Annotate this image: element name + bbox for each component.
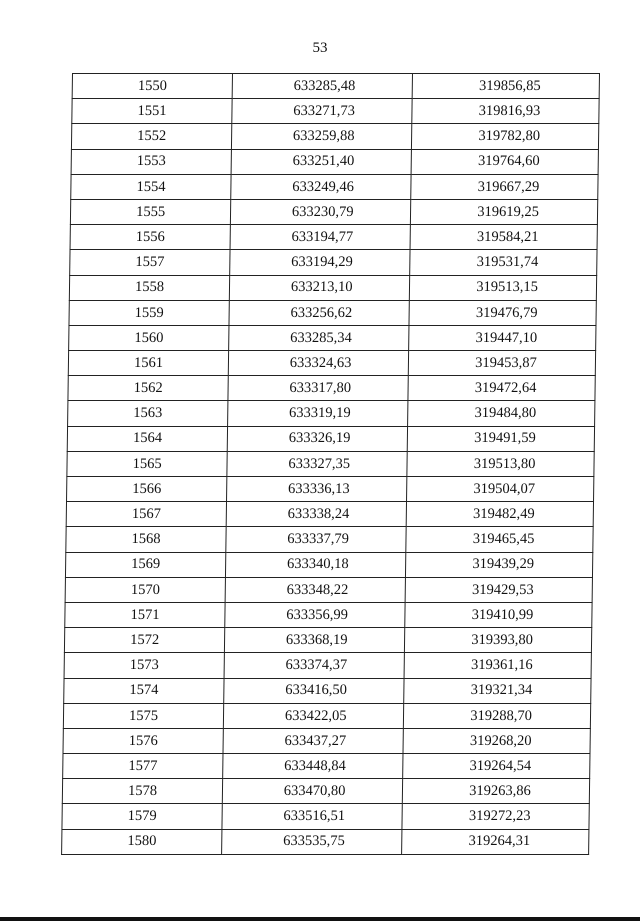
table-row — [63, 728, 590, 753]
y-coordinate-cell: 319482,49 — [406, 502, 593, 527]
table-row — [63, 703, 590, 728]
x-coordinate-cell: 633285,34 — [229, 325, 409, 350]
x-coordinate-cell: 633319,19 — [228, 401, 408, 426]
table-row — [69, 325, 596, 350]
table-row — [66, 502, 593, 527]
table-row — [63, 754, 590, 779]
x-coordinate-cell: 633437,27 — [223, 728, 403, 753]
point-number-cell: 1578 — [62, 779, 223, 804]
table-row — [64, 653, 591, 678]
y-coordinate-cell: 319816,93 — [412, 99, 599, 124]
x-coordinate-cell: 633194,29 — [230, 250, 410, 275]
y-coordinate-cell: 319476,79 — [409, 300, 596, 325]
table-row — [67, 426, 594, 451]
table-row — [68, 376, 595, 401]
x-coordinate-cell: 633251,40 — [231, 149, 411, 174]
table-row — [70, 225, 597, 250]
x-coordinate-cell: 633448,84 — [223, 754, 403, 779]
y-coordinate-cell: 319465,45 — [406, 527, 593, 552]
x-coordinate-cell: 633416,50 — [224, 678, 404, 703]
x-coordinate-cell: 633194,77 — [230, 225, 410, 250]
y-coordinate-cell: 319513,80 — [407, 451, 594, 476]
x-coordinate-cell: 633374,37 — [224, 653, 404, 678]
table-row — [66, 527, 593, 552]
y-coordinate-cell: 319264,31 — [402, 829, 589, 854]
point-number-cell: 1559 — [69, 300, 230, 325]
table-row — [72, 74, 599, 99]
page-number: 53 — [312, 40, 328, 56]
x-coordinate-cell: 633230,79 — [231, 199, 411, 224]
table-row — [71, 124, 598, 149]
y-coordinate-cell: 319439,29 — [406, 552, 593, 577]
point-number-cell: 1555 — [70, 199, 231, 224]
point-number-cell: 1570 — [65, 577, 226, 602]
x-coordinate-cell: 633535,75 — [222, 829, 402, 854]
point-number-cell: 1563 — [68, 401, 229, 426]
x-coordinate-cell: 633336,13 — [227, 477, 407, 502]
x-coordinate-cell: 633338,24 — [226, 502, 406, 527]
table-row — [65, 602, 592, 627]
point-number-cell: 1561 — [68, 351, 229, 376]
y-coordinate-cell: 319264,54 — [403, 754, 590, 779]
point-number-cell: 1577 — [63, 754, 224, 779]
x-coordinate-cell: 633249,46 — [231, 174, 411, 199]
point-number-cell: 1568 — [66, 527, 227, 552]
point-number-cell: 1552 — [71, 124, 232, 149]
y-coordinate-cell: 319393,80 — [405, 628, 592, 653]
y-coordinate-cell: 319782,80 — [412, 124, 599, 149]
point-number-cell: 1569 — [65, 552, 226, 577]
x-coordinate-cell: 633368,19 — [225, 628, 405, 653]
x-coordinate-cell: 633256,62 — [229, 300, 409, 325]
table-row — [70, 250, 597, 275]
point-number-cell: 1564 — [67, 426, 228, 451]
point-number-cell: 1566 — [67, 477, 228, 502]
y-coordinate-cell: 319856,85 — [412, 74, 599, 99]
x-coordinate-cell: 633470,80 — [222, 779, 402, 804]
x-coordinate-cell: 633317,80 — [228, 376, 408, 401]
table-row — [67, 451, 594, 476]
table-row — [65, 552, 592, 577]
table-row — [68, 351, 595, 376]
table-row — [70, 199, 597, 224]
y-coordinate-cell: 319619,25 — [411, 199, 598, 224]
coordinates-table — [61, 73, 600, 855]
point-number-cell: 1571 — [65, 602, 226, 627]
y-coordinate-cell: 319429,53 — [405, 577, 592, 602]
x-coordinate-cell: 633213,10 — [230, 275, 410, 300]
x-coordinate-cell: 633348,22 — [225, 577, 405, 602]
x-coordinate-cell: 633271,73 — [232, 99, 412, 124]
coordinates-table-body — [62, 74, 600, 855]
point-number-cell: 1551 — [72, 99, 233, 124]
point-number-cell: 1554 — [71, 174, 232, 199]
page-bottom-edge — [0, 917, 640, 921]
point-number-cell: 1565 — [67, 451, 228, 476]
y-coordinate-cell: 319272,23 — [402, 804, 589, 829]
y-coordinate-cell: 319491,59 — [407, 426, 594, 451]
y-coordinate-cell: 319513,15 — [409, 275, 596, 300]
table-row — [71, 149, 598, 174]
x-coordinate-cell: 633326,19 — [227, 426, 407, 451]
point-number-cell: 1574 — [64, 678, 225, 703]
x-coordinate-cell: 633337,79 — [226, 527, 406, 552]
y-coordinate-cell: 319288,70 — [404, 703, 591, 728]
y-coordinate-cell: 319764,60 — [411, 149, 598, 174]
y-coordinate-cell: 319584,21 — [410, 225, 597, 250]
point-number-cell: 1575 — [63, 703, 224, 728]
table-row — [67, 477, 594, 502]
point-number-cell: 1557 — [70, 250, 231, 275]
y-coordinate-cell: 319447,10 — [409, 325, 596, 350]
x-coordinate-cell: 633356,99 — [225, 602, 405, 627]
point-number-cell: 1562 — [68, 376, 229, 401]
y-coordinate-cell: 319263,86 — [402, 779, 589, 804]
x-coordinate-cell: 633327,35 — [227, 451, 407, 476]
table-row — [62, 829, 589, 854]
y-coordinate-cell: 319531,74 — [410, 250, 597, 275]
table-row — [62, 779, 589, 804]
point-number-cell: 1580 — [62, 829, 223, 854]
y-coordinate-cell: 319667,29 — [411, 174, 598, 199]
table-row — [69, 300, 596, 325]
point-number-cell: 1556 — [70, 225, 231, 250]
x-coordinate-cell: 633259,88 — [232, 124, 412, 149]
point-number-cell: 1558 — [69, 275, 230, 300]
point-number-cell: 1573 — [64, 653, 225, 678]
table-row — [64, 628, 591, 653]
y-coordinate-cell: 319472,64 — [408, 376, 595, 401]
point-number-cell: 1579 — [62, 804, 223, 829]
y-coordinate-cell: 319268,20 — [403, 728, 590, 753]
point-number-cell: 1553 — [71, 149, 232, 174]
table-row — [64, 678, 591, 703]
y-coordinate-cell: 319484,80 — [408, 401, 595, 426]
point-number-cell: 1576 — [63, 728, 224, 753]
table-row — [65, 577, 592, 602]
y-coordinate-cell: 319321,34 — [404, 678, 591, 703]
x-coordinate-cell: 633340,18 — [226, 552, 406, 577]
x-coordinate-cell: 633324,63 — [228, 351, 408, 376]
y-coordinate-cell: 319410,99 — [405, 602, 592, 627]
table-row — [68, 401, 595, 426]
table-row — [71, 174, 598, 199]
table-row — [72, 99, 599, 124]
point-number-cell: 1560 — [69, 325, 230, 350]
table-row — [62, 804, 589, 829]
x-coordinate-cell: 633422,05 — [224, 703, 404, 728]
y-coordinate-cell: 319453,87 — [408, 351, 595, 376]
x-coordinate-cell: 633285,48 — [232, 74, 412, 99]
point-number-cell: 1550 — [72, 74, 233, 99]
table-row — [69, 275, 596, 300]
point-number-cell: 1572 — [64, 628, 225, 653]
y-coordinate-cell: 319361,16 — [404, 653, 591, 678]
y-coordinate-cell: 319504,07 — [407, 477, 594, 502]
point-number-cell: 1567 — [66, 502, 227, 527]
x-coordinate-cell: 633516,51 — [222, 804, 402, 829]
